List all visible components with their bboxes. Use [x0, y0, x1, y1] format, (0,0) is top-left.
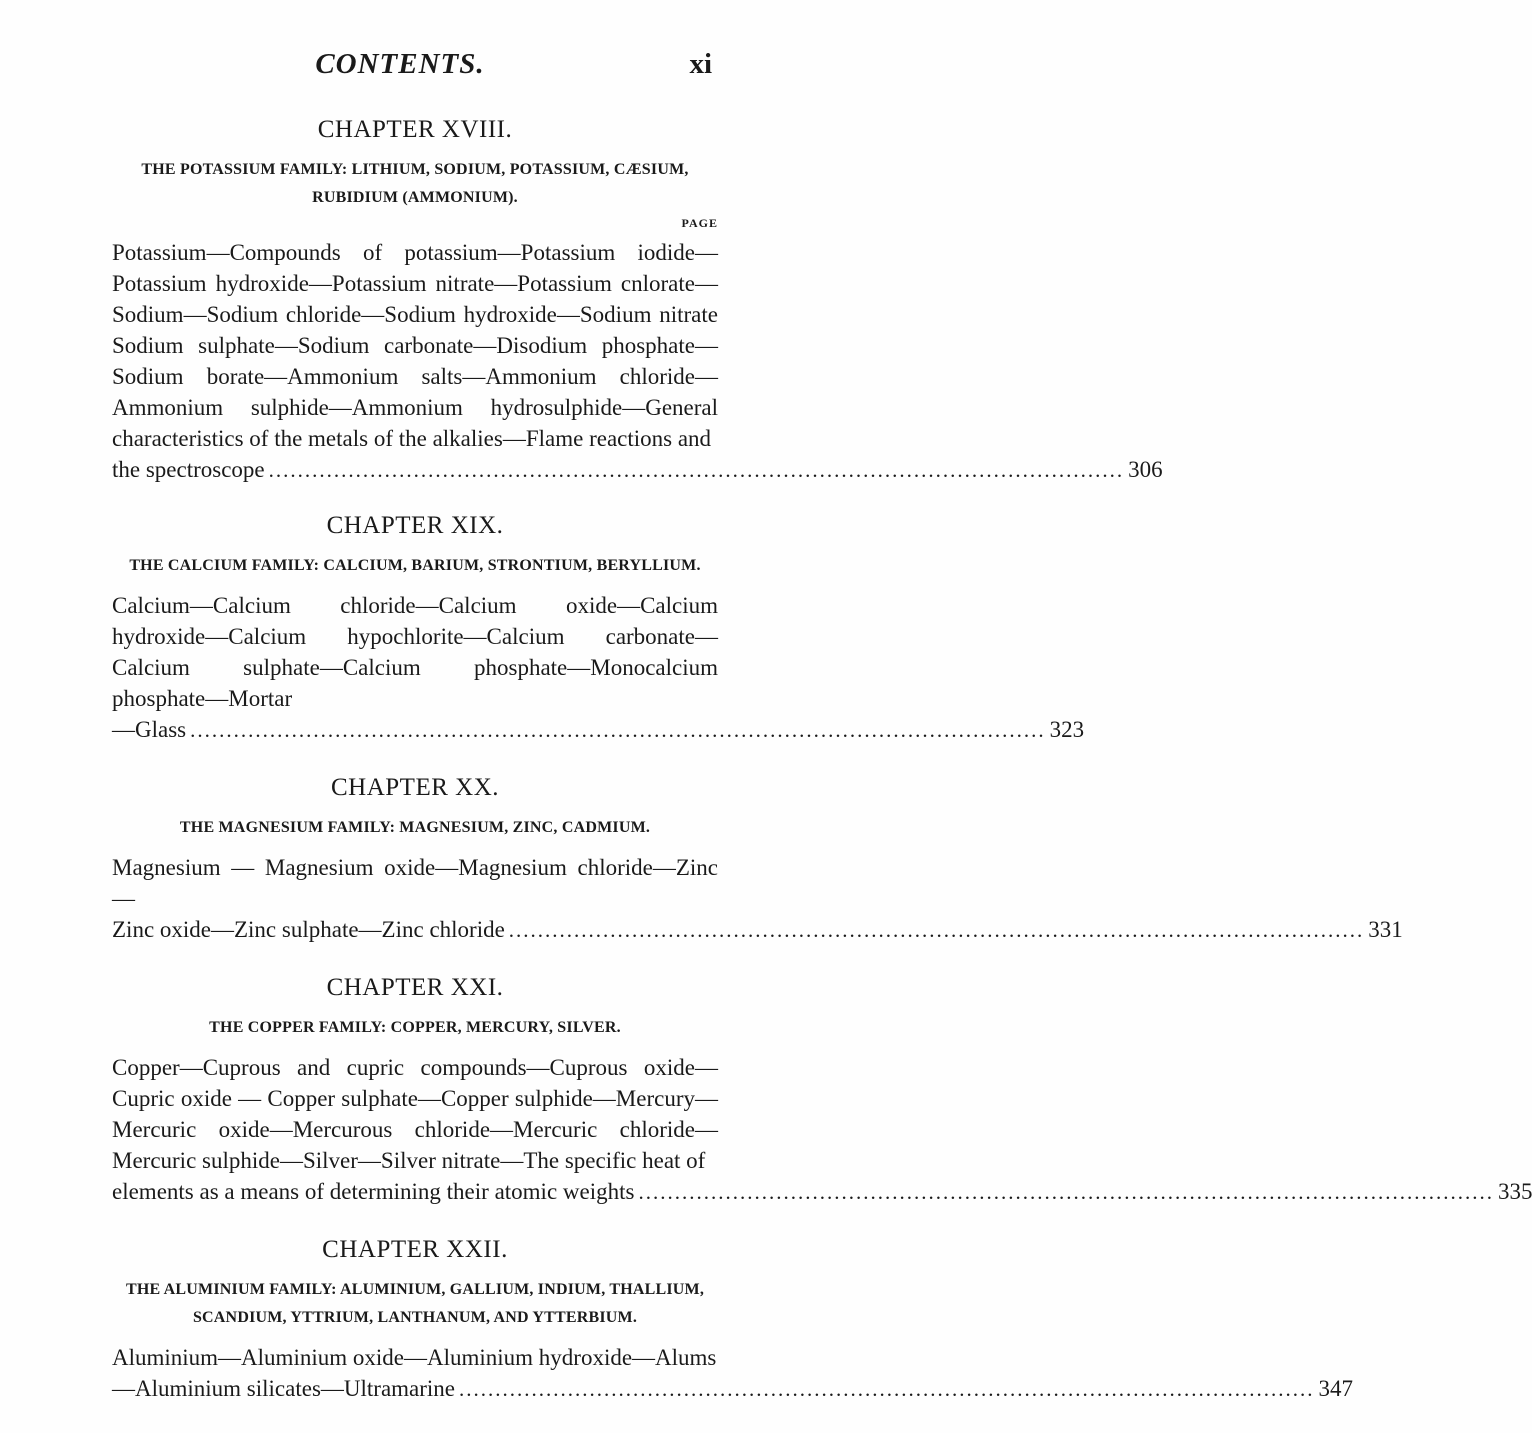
- contents-body: [112, 116, 1532, 1433]
- contents-entry: [112, 1342, 1354, 1405]
- entry-tail-text: elements as a means of determining their atomic weights: [112, 1179, 635, 1204]
- chapter-xxi: [112, 974, 1532, 1208]
- chapter-heading: CHAPTER XX.: [330, 774, 499, 801]
- contents-entry: [112, 237, 1163, 486]
- leader-dots: ......................................................................................................................: [508, 918, 1365, 942]
- leader-dots: ......................................................................................................................: [190, 718, 1046, 742]
- entry-tail-text: Zinc oxide—Zinc sulphate—Zinc chloride: [112, 917, 505, 942]
- entry-text: Calcium—Calcium chloride—Calcium oxide—Calcium hydroxide—Calcium hypochlorite—Calcium carbonate—Calcium sulphate—Calcium phosphate—Monocalcium phosphate—Mortar: [112, 593, 718, 711]
- entry-tail: [112, 914, 1403, 946]
- contents-entry: [112, 1052, 1532, 1208]
- running-title: CONTENTS.: [315, 48, 485, 80]
- chapter-subtitle: THE CALCIUM FAMILY: CALCIUM, BARIUM, STRONTIUM, BERYLLIUM.: [129, 557, 701, 574]
- entry-text: Aluminium—Aluminium oxide—Aluminium hydroxide—Alums: [112, 1345, 717, 1370]
- contents-entry: [112, 590, 1085, 746]
- chapter-xix: [112, 512, 1085, 746]
- page-number: 306: [1128, 457, 1163, 482]
- leader-dots: ......................................................................................................................: [459, 1377, 1315, 1401]
- chapter-xx: [112, 774, 1403, 946]
- leader-dots: ......................................................................................................................: [268, 458, 1125, 482]
- chapter-heading: CHAPTER XXII.: [322, 1236, 508, 1263]
- chapter-heading: CHAPTER XIX.: [326, 512, 504, 539]
- page-number: 323: [1049, 717, 1085, 742]
- entry-tail: [112, 1373, 1354, 1405]
- page-folio: xi: [689, 48, 712, 80]
- contents-entry: [112, 852, 1403, 946]
- page-number: 347: [1318, 1376, 1354, 1401]
- chapter-heading: CHAPTER XVIII.: [317, 116, 513, 143]
- entry-text: Potassium—Compounds of potassium—Potassium iodide—Potassium hydroxide—Potassium nitrate—Potassium cnlorate—Sodium—Sodium chloride—Sodium hydroxide—Sodium nitrate Sodium sulphate—Sodium carbonate—Disodium phosphate—Sodium borate—Ammonium salts—Ammonium chloride—Ammonium sulphide—Ammonium hydrosulphide—General characteristics of the metals of the alkalies—Flame reactions and: [112, 240, 718, 451]
- page-column-label: PAGE: [681, 216, 718, 230]
- page-number: 335: [1497, 1179, 1532, 1204]
- chapter-subtitle: THE ALUMINIUM FAMILY: ALUMINIUM, GALLIUM, INDIUM, THALLIUM, SCANDIUM, YTTRIUM, LANTHANUM, AND YTTERBIUM.: [125, 1281, 705, 1326]
- entry-tail-text: the spectroscope: [112, 457, 265, 482]
- chapter-subtitle: THE COPPER FAMILY: COPPER, MERCURY, SILVER.: [209, 1019, 621, 1036]
- chapter-xxii: [112, 1236, 1354, 1405]
- entry-text: Magnesium — Magnesium oxide—Magnesium chloride—Zinc—: [112, 855, 718, 911]
- entry-tail: [112, 1176, 1532, 1208]
- entry-text: Copper—Cuprous and cupric compounds—Cuprous oxide—Cupric oxide — Copper sulphate—Copper sulphide—Mercury—Mercuric oxide—Mercurous chloride—Mercuric chloride—Mercuric sulphide—Silver—Silver nitrate—The specific heat of: [112, 1055, 718, 1173]
- entry-tail: [112, 714, 1085, 746]
- running-head: [0, 48, 800, 88]
- chapter-subtitle: THE POTASSIUM FAMILY: LITHIUM, SODIUM, POTASSIUM, CÆSIUM, RUBIDIUM (AMMONIUM).: [141, 161, 689, 206]
- chapter-heading: CHAPTER XXI.: [326, 974, 504, 1001]
- chapter-xviii: [112, 116, 1163, 486]
- entry-tail-text: —Aluminium silicates—Ultramarine: [112, 1376, 456, 1401]
- entry-tail: [112, 454, 1163, 486]
- page-number: 331: [1368, 917, 1403, 942]
- entry-tail-text: —Glass: [112, 717, 187, 742]
- leader-dots: ......................................................................................................................: [638, 1180, 1494, 1204]
- chapter-subtitle: THE MAGNESIUM FAMILY: MAGNESIUM, ZINC, CADMIUM.: [179, 819, 651, 836]
